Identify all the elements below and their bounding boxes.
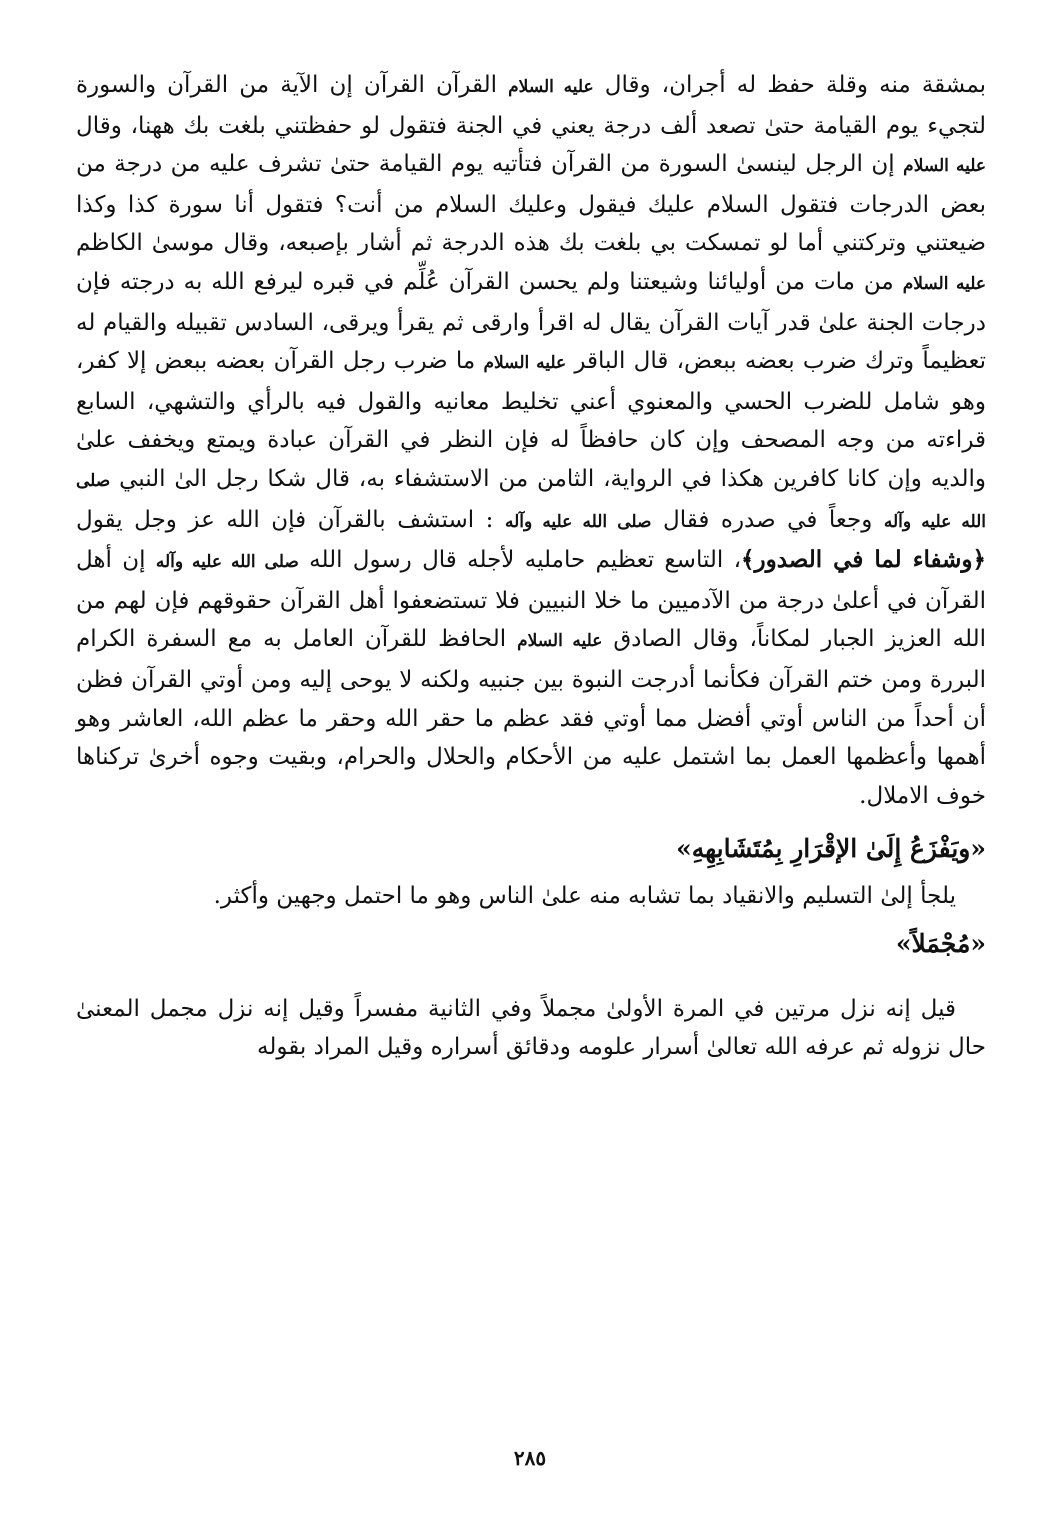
section-heading: «مُجْمَلاً»	[895, 928, 986, 958]
text-segment: إن أهل القرآن في أعلىٰ درجة من الآدميين ما خلا النبيين فلا تستضعفوا أهل القرآن حقوقهم فإن لهم من الله العزيز الجبار لمكاناً، وقال الصادق	[76, 547, 987, 653]
honorific-imam: عليه السلام	[483, 353, 567, 374]
text-segment: إن الرجل لينسىٰ السورة من القرآن فتأتيه يوم القيامة حتىٰ تشرف عليه من درجة من بعض الدرجات فتقول السلام عليك فيقول وعليك السلام من أنت؟ فتقول أنا سورة كذا وكذا ضيعتني وتركتني أما لو تمسكت بي بلغت بك هذه الدرجة ثم أشار بإصبعه، وقال موسىٰ الكاظم	[76, 151, 986, 257]
text-segment: من مات من أوليائنا وشيعتنا ولم يحسن القرآن عُلِّم في قبره ليرفع الله به درجته فإن درجات الجنة علىٰ قدر آيات القرآن يقال له اقرأ وارقى ثم يقرأ ويرقى، السادس تقبيله والقيام له تعظيماً وترك ضرب بعضه ببعض، قال الباقر	[76, 268, 987, 375]
paragraph-main	[76, 66, 986, 815]
text-line: قيل إنه نزل مرتين في المرة الأولىٰ مجملاً وفي الثانية مفسراً وقيل إنه نزل مجمل	[149, 995, 957, 1022]
honorific-imam: عليه السلام	[902, 273, 987, 294]
text-segment: ، التاسع تعظيم حامليه لأجله قال رسول الله	[309, 547, 742, 574]
text-segment: ما ضرب رجل القرآن بعضه ببعض إلا كفر، وهو شامل للضرب الحسي والمعنوي أعني تخليط معانيه والقول فيه بالرأي والتشهي، السابع قراءته من وجه المصحف وإن كان حافظاً له فإن النظر في القرآن عبادة ويمتع ويخفف علىٰ والديه وإن كانا كافرين هكذا في الرواية، الثامن من الاستشفاء به، قال شكا رجل الىٰ النبي	[76, 348, 987, 492]
text-segment: بمشقة منه وقلة حفظ له أجران، وقال	[604, 72, 987, 98]
honorific-prophet: صلى الله عليه وآله	[155, 552, 299, 573]
honorific-prophet: صلى الله عليه وآله	[504, 511, 652, 532]
text-segment: : استشف بالقرآن فإن الله عز وجل يقول	[76, 506, 494, 533]
page-body	[76, 66, 986, 1067]
text-line: المعنىٰ حال نزوله ثم عرفه الله تعالىٰ أسرار علومه ودقائق أسراره وقيل المراد بقوله	[76, 995, 986, 1061]
honorific-imam: عليه السلام	[517, 631, 603, 652]
paragraph-explanation: يلجأ إلىٰ التسليم والانقياد بما تشابه منه علىٰ الناس وهو ما احتمل وجهين وأكثر.	[213, 883, 956, 910]
honorific-prophet: صلى الله عليه وآله	[76, 470, 987, 532]
page-number: ٢٨٥	[513, 1446, 547, 1470]
quran-verse: ﴿وشفاء لما في الصدور﴾	[741, 546, 987, 574]
honorific-imam: عليه السلام	[903, 156, 987, 177]
honorific-imam: عليه السلام	[508, 77, 594, 97]
section-heading: «ويَفْزَعُ إِلَىٰ الإقْرَارِ بِمُتَشَابِهِهِ»	[676, 834, 986, 864]
text-segment: وجعاً في صدره فقال	[663, 506, 873, 533]
text-segment: القرآن القرآن إن الآية من القرآن والسورة لتجيء يوم القيامة حتىٰ تصعد ألف درجة يعني في الجنة فتقول لو حفظتني بلغت بك ههنا، وقال	[76, 72, 986, 139]
text-segment: الحافظ للقرآن العامل به مع السفرة الكرام البررة ومن ختم القرآن فكأنما أدرجت النبوة بين جنبيه ولكنه لا يوحى إليه ومن أوتي القرآن فظن أن أحداً من الناس أوتي أفضل مما أوتي فقد عظم ما حقر الله وحقر ما عظم الله، العاشر وهو أهمها وأعظمها العمل بما اشتمل عليه من الأحكام والحلال والحرام، وبقيت وجوه أخرىٰ تركناها خوف الاملال.	[76, 626, 986, 809]
paragraph-closing	[76, 990, 986, 1067]
